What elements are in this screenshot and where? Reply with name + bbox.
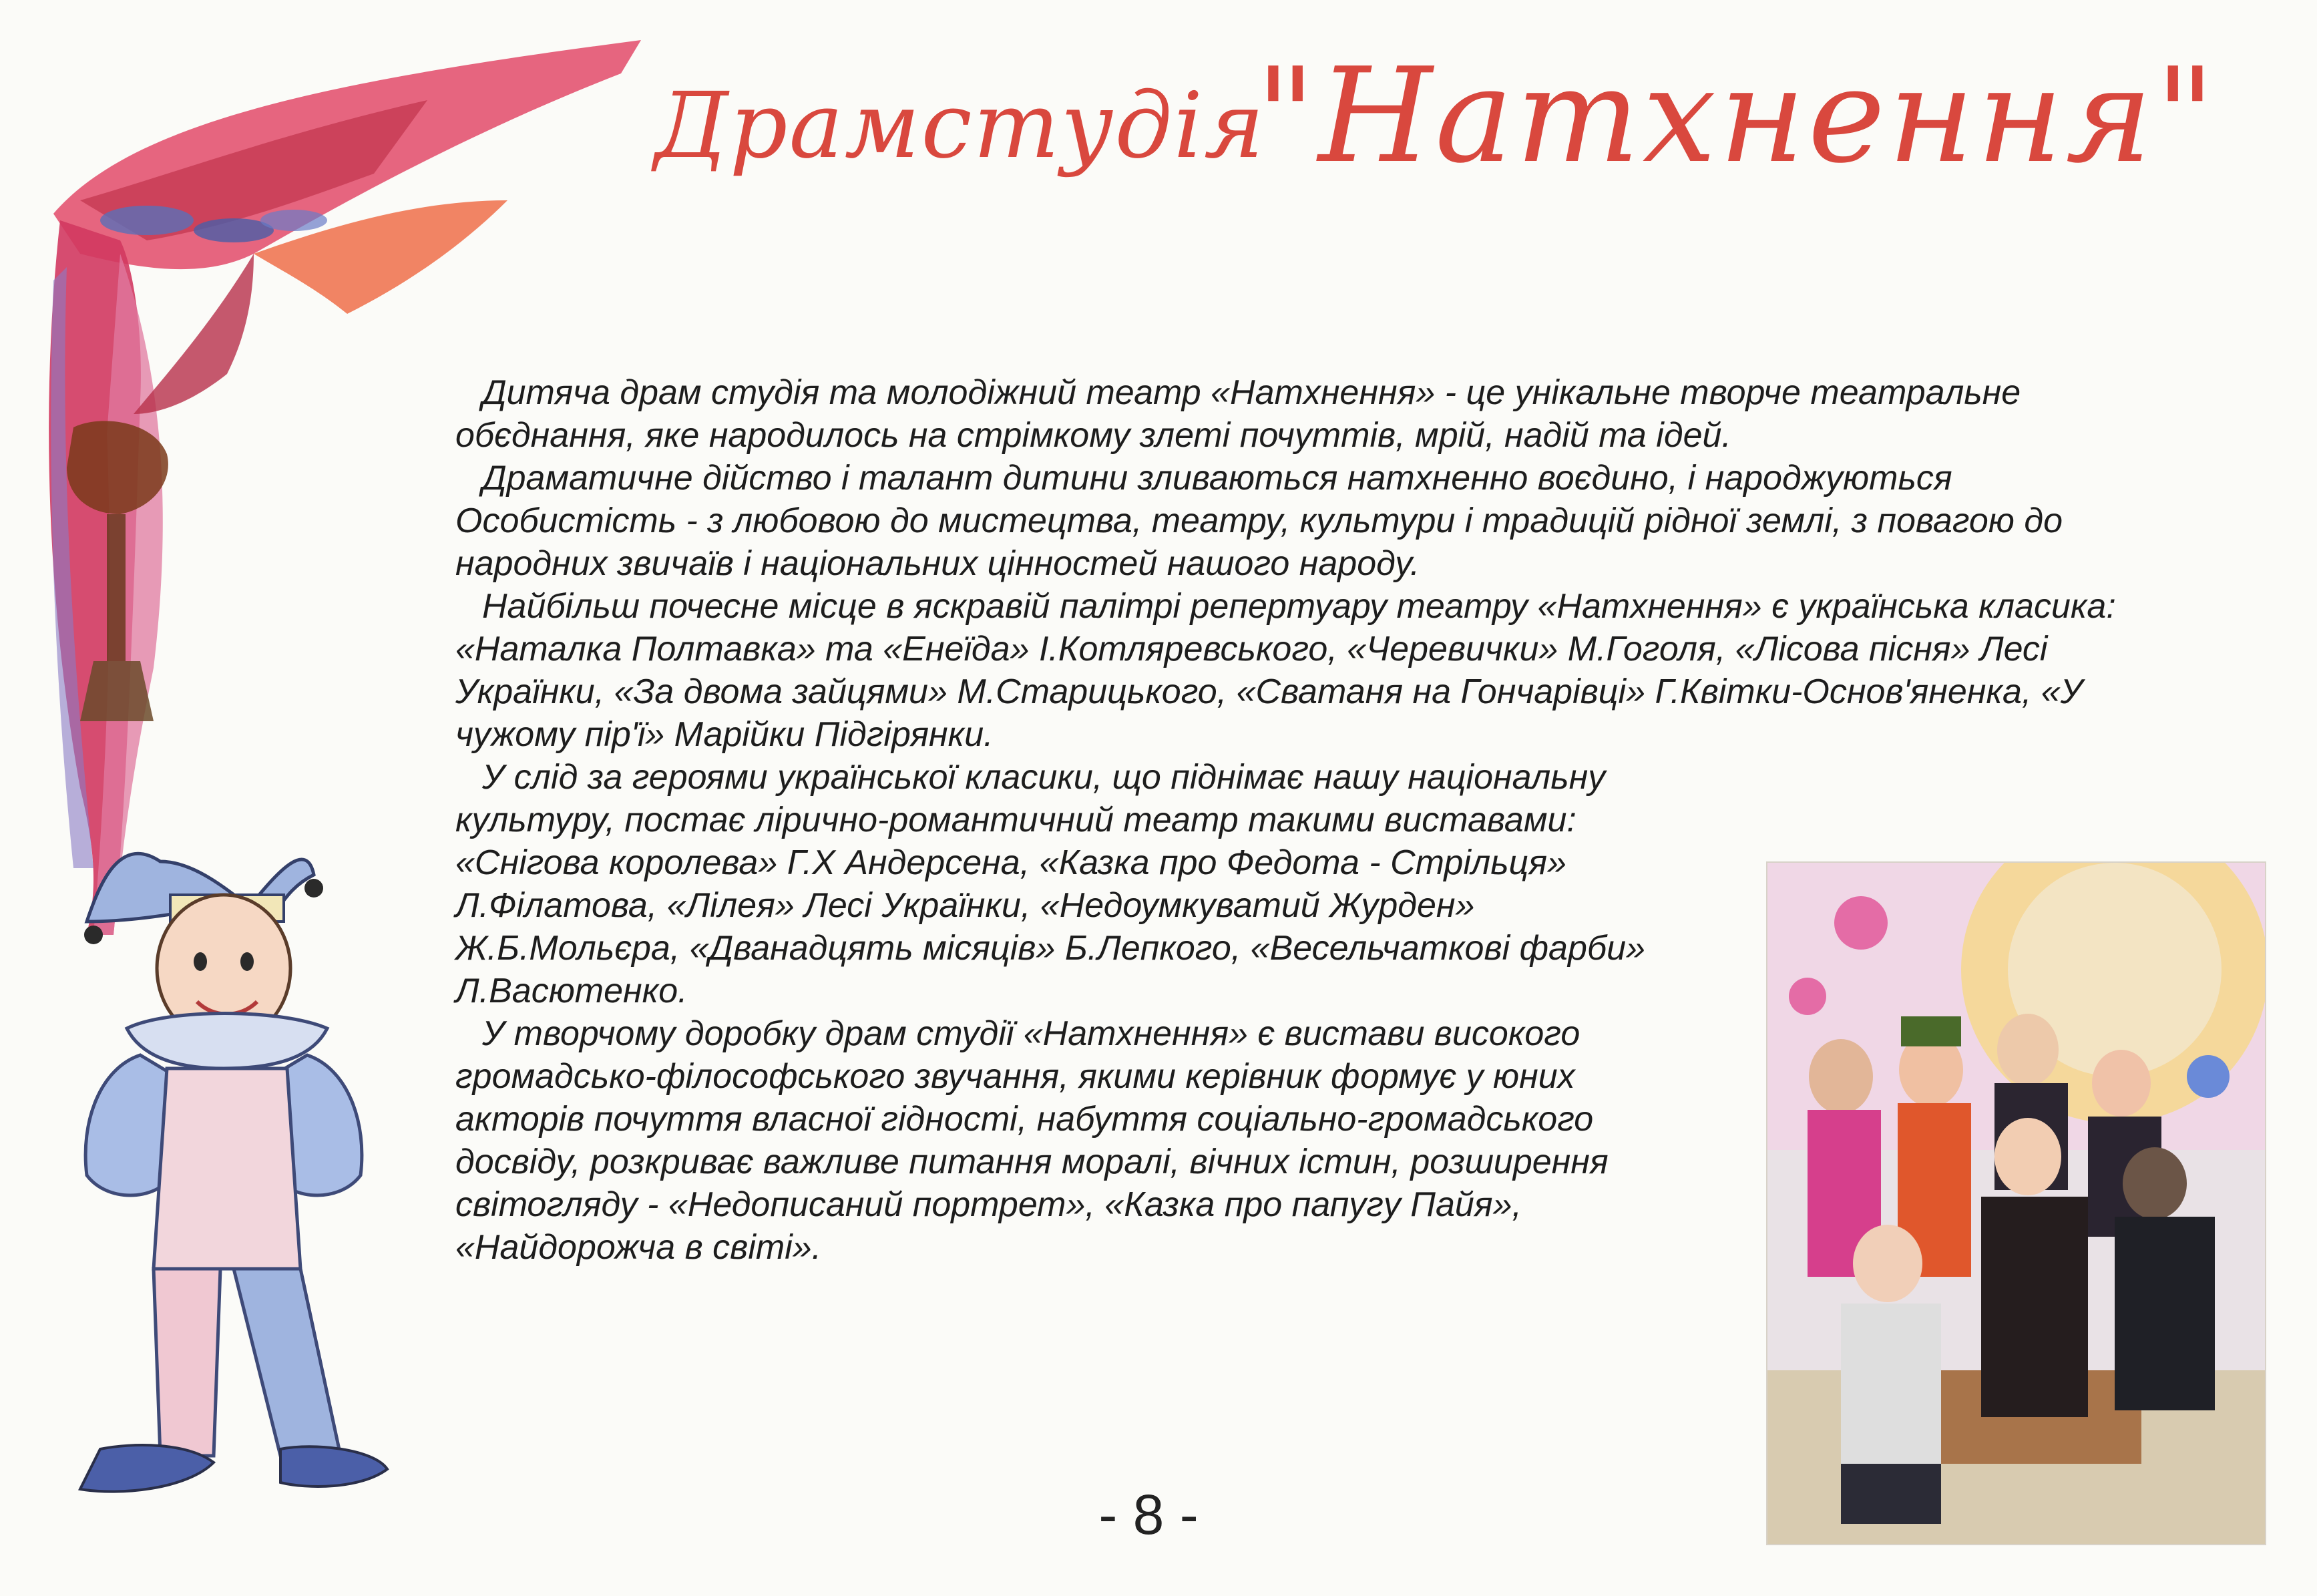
theatre-group-photo xyxy=(1766,861,2266,1545)
title-part-2: "Натхнення" xyxy=(1255,40,2218,192)
paragraph-classics: Найбільш почесне місце в яскравій палітрі репертуару театру «Натхнення» є українська класика: «Наталка Полтавка» та «Енеїда» І.Котляревського, «Черевички» М.Гоголя, «Лісова пісня» Лесі Українки, «За двома зайцями» М.Старицького, «Сватаня на Гончарівці» Г.Квітки-Основ'яненка, «У чужому пір'ї» Марійки Підгірянки. xyxy=(455,587,2116,754)
paragraph-philosophical: У творчому доробку драм студії «Натхнення» є вистави високого громадсько-філософського звучання, якими керівник формує у юних акторів почуття власної гідності, набуття соціально-громадського досвіду, розкриває важливе питання моралі, вічних істин, розширення світогляду - «Недописаний портрет», «Казка про папугу Пайя», «Найдорожча в світі». xyxy=(455,1014,1609,1267)
paragraph-intro: Дитяча драм студія та молодіжний театр «Натхнення» - це унікальне творче театральне обєднання, яке народилось на стрімкому злеті почуттів, мрій, надій та ідей. xyxy=(455,373,2021,455)
jester-icon xyxy=(80,853,387,1491)
paragraph-talent: Драматичне дійство і талант дитини зливаються натхненно воєдино, і народжуються Особистість - з любовою до мистецтва, театру, культури і традицій рідної землі, з повагою до народних звичаїв і національних цінностей нашого народу. xyxy=(455,459,2063,583)
paragraph-romantic-theatre: У слід за героями української класики, що піднімає нашу національну культуру, постає лірично-романтичний театр такими виставами: «Снігова королева» Г.Х Андерсена, «Казка про Федота - Стрільця» Л.Філатова, «Лілея» Лесі Українки, «Недоумкуватий Журден» Ж.Б.Мольєра, «Дванадцять місяців» Б.Лепкого, «Весельчаткові фарби» Л.Васютенко. xyxy=(455,758,1645,1010)
title-part-1: Драмстудія xyxy=(654,73,1266,179)
group-photo-icon xyxy=(1767,863,2265,1544)
page-number: - 8 - xyxy=(1098,1483,1199,1546)
page-title xyxy=(654,27,2270,227)
